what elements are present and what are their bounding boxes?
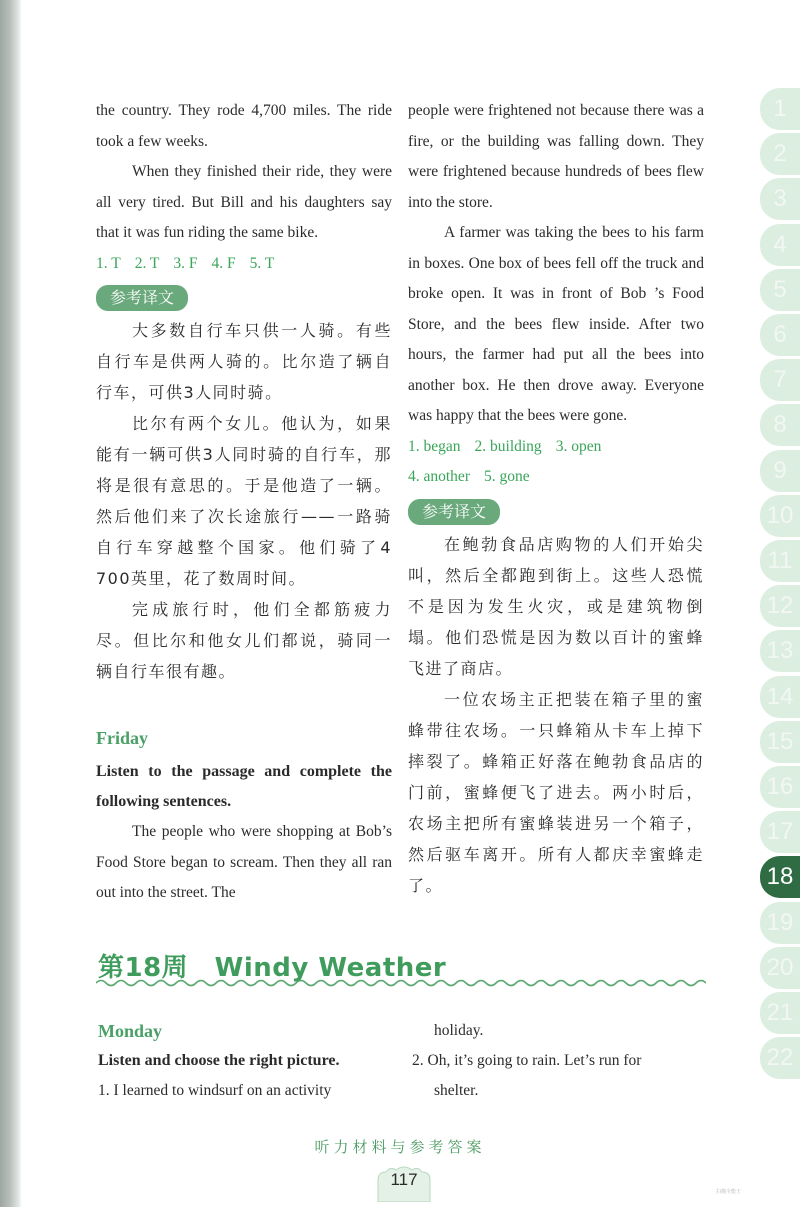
week-tab-22[interactable]: [760, 1037, 800, 1079]
wavy-underline: [96, 976, 706, 990]
answer-key: [408, 462, 704, 493]
day-heading-friday: Friday: [96, 728, 148, 748]
week-tab-label: 9: [773, 457, 787, 484]
passage-paragraph: the country. They rode 4,700 miles. The ride took a few weeks.: [96, 102, 392, 150]
week-tab-label: 18: [766, 863, 794, 890]
week-tab-label: 4: [773, 231, 787, 258]
book-spine-shadow: [0, 0, 22, 1207]
week-tab-9[interactable]: [760, 450, 800, 492]
week-tab-11[interactable]: [760, 540, 800, 582]
week-tab-label: 12: [766, 592, 794, 619]
week-tab-19[interactable]: [760, 902, 800, 944]
translation-paragraph: 一位农场主正把装在箱子里的蜜蜂带往农场。一只蜂箱从卡车上掉下摔裂了。蜂箱正好落在鲍勃食品店的门前，蜜蜂便飞了进去。两小时后，农场主把所有蜜蜂装进另一个箱子，然后驱车离开。所有人都庆幸蜜蜂走了。: [408, 689, 704, 895]
week-tab-18[interactable]: [760, 856, 800, 898]
transcript-item-continued: holiday.: [434, 1022, 484, 1039]
week-tab-label: 6: [773, 321, 787, 348]
answer-key: [96, 249, 392, 280]
answer: 5. gone: [483, 468, 530, 485]
left-column: [96, 96, 392, 909]
answer-key: [408, 432, 704, 463]
week-tab-label: 3: [773, 185, 787, 212]
week-tab-label: 2: [773, 140, 787, 167]
week-tab-label: 11: [767, 547, 793, 574]
week-tab-6[interactable]: [760, 314, 800, 356]
passage-paragraph: The people who were shopping at Bob’s Food Store began to scream. Then they all ran out into the street. The: [96, 823, 392, 901]
translation-paragraph: 比尔有两个女儿。他认为，如果能有一辆可供3人同时骑的自行车，那将是很有意思的。于是他造了一辆。然后他们来了次长途旅行——一路骑自行车穿越整个国家。他们骑了4 700英里，花了数周时间。: [96, 414, 392, 588]
week-tab-label: 14: [766, 683, 794, 710]
transcript-item-continued: shelter.: [434, 1082, 479, 1099]
week-tab-17[interactable]: [760, 811, 800, 853]
week-tab-label: 13: [766, 637, 794, 664]
transcript-item: 1. I learned to windsurf on an activity: [98, 1082, 332, 1099]
week-tab-label: 1: [773, 95, 787, 122]
week-tab-3[interactable]: [760, 178, 800, 220]
answer: 5. T: [249, 254, 275, 272]
exercise-instruction: Listen and choose the right picture.: [98, 1052, 340, 1069]
week-tab-label: 7: [773, 366, 787, 393]
passage-paragraph: people were frightened not because there was a fire, or the building was falling down. They were frightened because hundreds of bees flew into the store.: [408, 102, 704, 211]
week-tab-12[interactable]: [760, 585, 800, 627]
page-number: 117: [390, 1170, 418, 1189]
week-tab-2[interactable]: [760, 133, 800, 175]
monday-section-continued: [412, 1016, 712, 1106]
week-tab-20[interactable]: [760, 947, 800, 989]
answer: 3. F: [173, 254, 198, 272]
answer: 4. F: [211, 254, 236, 272]
answer: 4. another: [408, 468, 470, 485]
week-tab-13[interactable]: [760, 630, 800, 672]
week-tab-label: 22: [766, 1044, 794, 1071]
week-tab-7[interactable]: [760, 359, 800, 401]
week-tab-label: 8: [773, 411, 787, 438]
week-tab-21[interactable]: [760, 992, 800, 1034]
passage-paragraph: When they finished their ride, they were all very tired. But Bill and his daughters say that it was fun riding the same bike.: [96, 163, 392, 241]
exercise-instruction: Listen to the passage and complete the following sentences.: [96, 763, 392, 810]
translation-paragraph: 大多数自行车只供一人骑。有些自行车是供两人骑的。比尔造了辆自行车，可供3人同时骑。: [96, 321, 392, 402]
week-tab-label: 17: [766, 818, 794, 845]
translation-paragraph: 完成旅行时，他们全都筋疲力尽。但比尔和他女儿们都说，骑同一辆自行车很有趣。: [96, 600, 392, 681]
week-tab-14[interactable]: [760, 676, 800, 718]
passage-paragraph: A farmer was taking the bees to his farm in boxes. One box of bees fell off the truck and broke open. It was in front of Bob ’s Food Store, and the bees flew inside. After two hours, the farmer had put all the bees into another box. He then drove away. Everyone was happy that the bees were gone.: [408, 224, 704, 424]
right-column: [408, 96, 704, 901]
week-tab-label: 20: [766, 954, 794, 981]
week-tab-strip: [756, 88, 800, 1098]
footer-section-title: 听力材料与参考答案: [314, 1138, 486, 1156]
week-tab-label: 16: [766, 773, 794, 800]
week-tab-label: 19: [766, 909, 794, 936]
week-tab-16[interactable]: [760, 766, 800, 808]
watermark: 扫描全能王: [716, 1189, 742, 1195]
week-tab-15[interactable]: [760, 721, 800, 763]
week-tab-8[interactable]: [760, 404, 800, 446]
translation-paragraph: 在鲍勃食品店购物的人们开始尖叫，然后全都跑到街上。这些人恐慌不是因为发生火灾，或是建筑物倒塌。他们恐慌是因为数以百计的蜜蜂飞进了商店。: [408, 534, 704, 678]
week-tab-10[interactable]: [760, 495, 800, 537]
translation-label: 参考译文: [408, 499, 500, 525]
answer: 1. T: [96, 254, 121, 272]
day-heading-monday: Monday: [98, 1021, 163, 1041]
answer: 2. T: [134, 254, 160, 272]
translation-label: 参考译文: [96, 285, 188, 311]
page-number-badge: [372, 1166, 436, 1202]
monday-section: [98, 1016, 398, 1106]
week-tab-label: 21: [766, 999, 794, 1026]
week-header: [96, 948, 706, 994]
transcript-item: 2. Oh, it’s going to rain. Let’s run for: [412, 1052, 642, 1069]
answer: 2. building: [474, 437, 542, 455]
week-tab-1[interactable]: [760, 88, 800, 130]
week-tab-label: 5: [773, 276, 787, 303]
week-title: 第18周 Windy Weather: [98, 953, 447, 983]
week-tab-5[interactable]: [760, 269, 800, 311]
answer: 1. began: [408, 437, 461, 455]
week-tab-4[interactable]: [760, 224, 800, 266]
answer: 3. open: [555, 437, 602, 455]
week-tab-label: 15: [766, 728, 794, 755]
week-tab-label: 10: [766, 502, 794, 529]
